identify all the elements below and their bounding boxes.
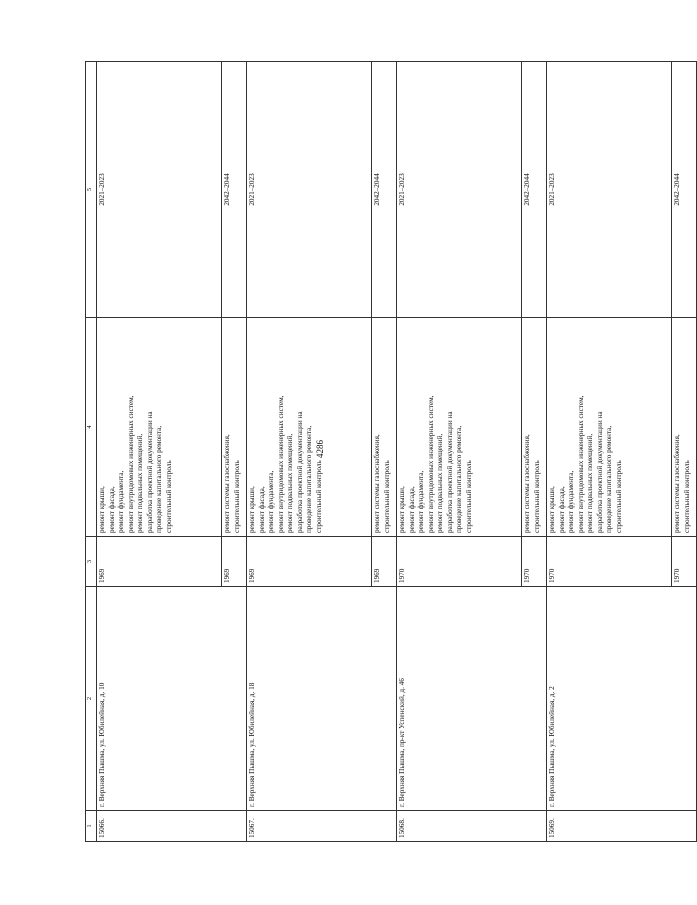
build-year: 1969 [97, 537, 222, 587]
work-item: строительный контроль [682, 460, 691, 533]
work-item: проведение капитального ремонта, [455, 425, 463, 533]
build-year: 1969 [222, 537, 247, 587]
work-item: ремонт крыши, [548, 486, 556, 533]
work-item: ремонт фундамента, [267, 470, 275, 533]
column-number: 1 [86, 811, 97, 842]
work-item: ремонт фундамента, [117, 470, 125, 533]
work-item: строительный контроль [614, 460, 623, 533]
work-item: строительный контроль [532, 460, 541, 533]
row-number: 15067. [247, 811, 397, 842]
table-row [247, 62, 372, 842]
work-item: ремонт крыши, [248, 486, 256, 533]
table-row [547, 62, 672, 842]
row-number: 15068. [397, 811, 547, 842]
page-number: 4286 [315, 440, 325, 458]
work-item: ремонт системы газоснабжения, [673, 434, 681, 533]
work-item: ремонт внутридомовых инженерных систем, [126, 395, 135, 533]
work-item: строительный контроль [164, 460, 173, 533]
build-year: 1970 [522, 537, 547, 587]
row-number: 15069. [547, 811, 697, 842]
build-year: 1970 [672, 537, 697, 587]
work-item: ремонт системы газоснабжения, [223, 434, 231, 533]
work-item: ремонт фасада, [407, 486, 416, 533]
registry-table [85, 61, 697, 842]
work-item: строительный контроль [382, 460, 391, 533]
work-item: разработка проектной документации на [295, 411, 304, 533]
work-item: ремонт фасада, [107, 486, 116, 533]
work-item: ремонт внутридомовых инженерных систем, [576, 395, 585, 533]
works-list [522, 318, 547, 537]
work-item: ремонт внутридомовых инженерных систем, [276, 395, 285, 533]
column-number: 3 [86, 537, 97, 587]
works-list [222, 318, 247, 537]
work-item: разработка проектной документации на [445, 411, 454, 533]
work-item: строительный контроль [232, 460, 241, 533]
work-item: ремонт подвальных помещений, [586, 433, 594, 533]
work-item: проведение капитального ремонта, [155, 425, 163, 533]
build-year: 1970 [547, 537, 672, 587]
repair-period: 2021–2023 [397, 62, 522, 318]
work-item: ремонт системы газоснабжения, [373, 434, 381, 533]
work-item: проведение капитального ремонта, [305, 425, 313, 533]
work-item: ремонт внутридомовых инженерных систем, [426, 395, 435, 533]
work-item: ремонт крыши, [398, 486, 406, 533]
work-item: ремонт фасада, [257, 486, 266, 533]
column-number: 2 [86, 587, 97, 811]
build-year: 1969 [247, 537, 372, 587]
works-list [372, 318, 397, 537]
work-item: ремонт подвальных помещений, [136, 433, 144, 533]
works-list [672, 318, 697, 537]
work-item: ремонт фасада, [557, 486, 566, 533]
works-list [397, 318, 522, 537]
work-item: разработка проектной документации на [145, 411, 154, 533]
building-address: г. Верхняя Пышма, ул. Юбилейная, д. 10 [97, 587, 247, 811]
work-item: ремонт фундамента, [417, 470, 425, 533]
work-item: разработка проектной документации на [595, 411, 604, 533]
work-item: ремонт фундамента, [567, 470, 575, 533]
building-address: г. Верхняя Пышма, ул. Юбилейная, д. 18 [247, 587, 397, 811]
work-item: строительный контроль [464, 460, 473, 533]
registry-sheet [85, 87, 691, 842]
column-number-row [86, 62, 97, 842]
work-item: строительный контроль [314, 460, 323, 533]
work-item: ремонт системы газоснабжения, [523, 434, 531, 533]
build-year: 1969 [372, 537, 397, 587]
work-item: проведение капитального ремонта, [605, 425, 613, 533]
repair-period: 2021–2023 [547, 62, 672, 318]
work-item: ремонт крыши, [98, 486, 106, 533]
work-item: ремонт подвальных помещений, [436, 433, 444, 533]
works-list [247, 318, 372, 537]
works-list [97, 318, 222, 537]
column-number: 5 [86, 62, 97, 318]
table-row [397, 62, 522, 842]
row-number: 15066. [97, 811, 247, 842]
build-year: 1970 [397, 537, 522, 587]
repair-period: 2042–2044 [522, 62, 547, 318]
building-address: г. Верхняя Пышма, ул. Юбилейная, д. 2 [547, 587, 697, 811]
repair-period: 2042–2044 [222, 62, 247, 318]
work-item: ремонт подвальных помещений, [286, 433, 294, 533]
table-row [97, 62, 222, 842]
repair-period: 2021–2023 [247, 62, 372, 318]
repair-period: 2042–2044 [672, 62, 697, 318]
repair-period: 2021–2023 [97, 62, 222, 318]
repair-period: 2042–2044 [372, 62, 397, 318]
works-list [547, 318, 672, 537]
column-number: 4 [86, 318, 97, 537]
building-address: г. Верхняя Пышма, пр-кт Успенский, д. 46 [397, 587, 547, 811]
